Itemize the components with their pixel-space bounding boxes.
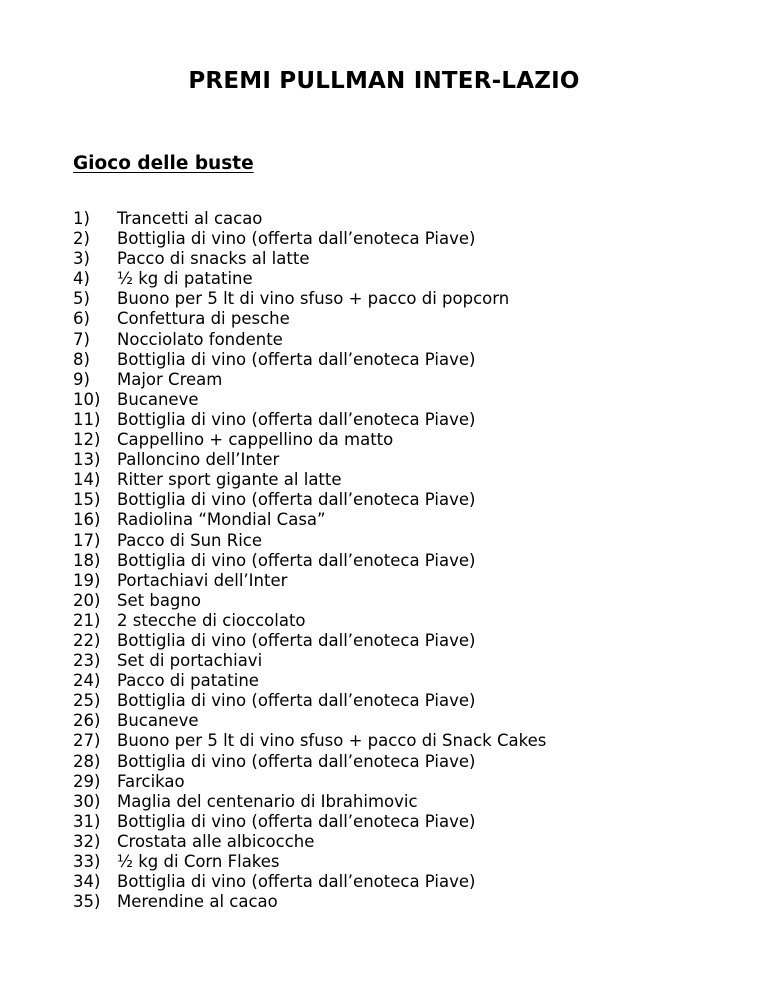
prize-number: 15) (73, 490, 101, 510)
list-item (73, 651, 546, 671)
list-item (73, 390, 546, 410)
prize-number: 19) (73, 570, 101, 590)
list-item (73, 631, 546, 651)
prize-number: 16) (73, 510, 101, 530)
prize-text: Bottiglia di vino (offerta dall’enoteca Piave) (117, 490, 476, 510)
list-item (73, 209, 546, 229)
prize-number: 9) (73, 369, 90, 389)
prize-text: Bottiglia di vino (offerta dall’enoteca Piave) (117, 550, 476, 570)
prize-number: 25) (73, 691, 101, 711)
list-item (73, 430, 546, 450)
prize-text: Bottiglia di vino (offerta dall’enoteca Piave) (117, 811, 476, 831)
list-item (73, 330, 546, 350)
prize-number: 4) (73, 269, 90, 289)
prize-number: 23) (73, 651, 101, 671)
list-item (73, 289, 546, 309)
prize-number: 27) (73, 731, 101, 751)
list-item (73, 611, 546, 631)
prize-text: Bottiglia di vino (offerta dall’enoteca Piave) (117, 630, 476, 650)
list-item (73, 752, 546, 772)
prize-text: Bottiglia di vino (offerta dall’enoteca Piave) (117, 409, 476, 429)
page-title: PREMI PULLMAN INTER-LAZIO (188, 68, 580, 94)
prize-text: Buono per 5 lt di vino sfuso + pacco di popcorn (117, 289, 510, 309)
prize-number: 6) (73, 309, 90, 329)
prize-number: 11) (73, 409, 101, 429)
prize-number: 35) (73, 892, 101, 912)
prize-text: Pacco di snacks al latte (117, 249, 310, 269)
prize-text: Maglia del centenario di Ibrahimovic (117, 791, 418, 811)
list-item (73, 531, 546, 551)
list-item (73, 772, 546, 792)
prize-text: Buono per 5 lt di vino sfuso + pacco di Snack Cakes (117, 731, 547, 751)
prize-number: 29) (73, 771, 101, 791)
list-item (73, 551, 546, 571)
prize-number: 2) (73, 229, 90, 249)
list-item (73, 591, 546, 611)
prize-number: 30) (73, 791, 101, 811)
prize-text: Bottiglia di vino (offerta dall’enoteca Piave) (117, 229, 476, 249)
prize-number: 26) (73, 711, 101, 731)
prize-number: 13) (73, 450, 101, 470)
prize-text: ½ kg di Corn Flakes (117, 852, 280, 871)
list-item (73, 249, 546, 269)
prize-number: 24) (73, 671, 101, 691)
list-item (73, 691, 546, 711)
prize-number: 7) (73, 329, 90, 349)
prize-number: 32) (73, 831, 101, 851)
list-item (73, 450, 546, 470)
prize-number: 5) (73, 289, 90, 309)
prize-text: Bottiglia di vino (offerta dall’enoteca Piave) (117, 751, 476, 771)
prize-number: 17) (73, 530, 101, 550)
prize-text: Major Cream (117, 369, 223, 389)
section-heading: Gioco delle buste (73, 153, 254, 174)
prize-text: Confettura di pesche (117, 309, 290, 329)
prize-text: Nocciolato fondente (117, 329, 283, 349)
prize-text: Bottiglia di vino (offerta dall’enoteca Piave) (117, 691, 476, 711)
prize-number: 22) (73, 630, 101, 650)
prize-number: 34) (73, 872, 101, 892)
list-item (73, 832, 546, 852)
list-item (73, 410, 546, 430)
prize-text: Pacco di patatine (117, 671, 259, 691)
list-item (73, 490, 546, 510)
prize-number: 31) (73, 811, 101, 831)
prize-number: 8) (73, 349, 90, 369)
list-item (73, 671, 546, 691)
prize-text: Cappellino + cappellino da matto (117, 430, 394, 450)
list-item (73, 872, 546, 892)
prize-number: 10) (73, 389, 101, 409)
list-item (73, 269, 546, 289)
prize-number: 33) (73, 852, 101, 871)
list-item (73, 470, 546, 490)
list-item (73, 711, 546, 731)
list-item (73, 792, 546, 812)
list-item (73, 731, 546, 751)
prize-number: 18) (73, 550, 101, 570)
prize-text: Trancetti al cacao (117, 209, 263, 228)
list-item (73, 571, 546, 591)
prize-number: 21) (73, 610, 101, 630)
prize-number: 20) (73, 590, 101, 610)
prize-text: Bottiglia di vino (offerta dall’enoteca Piave) (117, 349, 476, 369)
prize-number: 12) (73, 430, 101, 450)
list-item (73, 812, 546, 832)
prize-list (73, 209, 546, 912)
prize-text: Merendine al cacao (117, 892, 278, 912)
prize-text: Bucaneve (117, 711, 199, 731)
list-item (73, 350, 546, 370)
prize-text: Portachiavi dell’Inter (117, 570, 288, 590)
prize-text: Radiolina “Mondial Casa” (117, 510, 326, 530)
prize-text: Set di portachiavi (117, 651, 263, 671)
prize-text: Crostata alle albicocche (117, 831, 315, 851)
list-item (73, 852, 546, 872)
list-item (73, 370, 546, 390)
list-item (73, 510, 546, 530)
prize-number: 14) (73, 470, 101, 490)
prize-text: Ritter sport gigante al latte (117, 470, 342, 490)
prize-text: Set bagno (117, 590, 201, 610)
prize-number: 3) (73, 249, 90, 269)
prize-number: 28) (73, 751, 101, 771)
list-item (73, 229, 546, 249)
list-item (73, 309, 546, 329)
prize-text: Pacco di Sun Rice (117, 530, 263, 550)
prize-text: Bottiglia di vino (offerta dall’enoteca Piave) (117, 872, 476, 892)
prize-text: Palloncino dell’Inter (117, 450, 280, 470)
prize-number: 1) (73, 209, 90, 228)
prize-text: 2 stecche di cioccolato (117, 610, 306, 630)
list-item (73, 892, 546, 912)
prize-text: Farcikao (117, 771, 185, 791)
prize-text: Bucaneve (117, 389, 199, 409)
prize-text: ½ kg di patatine (117, 269, 253, 289)
